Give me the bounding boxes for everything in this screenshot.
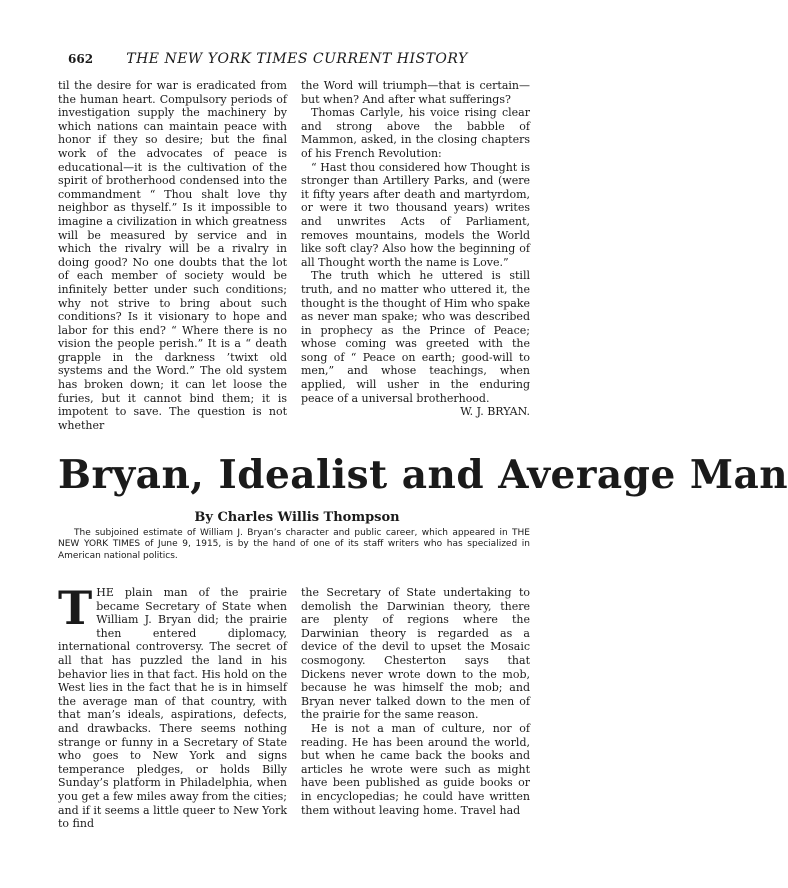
carlyle-quote: “ Hast thou considered how Thought is stronger than Artillery Parks, and (were it fifty years after death and martyrdom, or were it two thousand years) writes and unwrites Acts of Parliament, removes mountains, models the World like soft clay? Also how the beginning of all Thought worth the name is Love.” (301, 160, 530, 269)
top-article-paragraph: the Word will triumph—that is certain—but when? And after what sufferings? (301, 79, 530, 106)
running-title: THE NEW YORK TIMES CURRENT HISTORY (126, 51, 468, 67)
top-article-paragraph: Thomas Carlyle, his voice rising clear and strong above the babble of Mammon, asked, in the closing chapters of his French Revolution: (301, 106, 530, 160)
page-header (58, 50, 536, 70)
top-article-right-column (301, 79, 530, 419)
article-byline: By Charles Willis Thompson (194, 510, 400, 525)
top-article-closing-text: The truth which he uttered is still truth, and no matter who uttered it, the thought is the thought of Him who spake as never man spake; who was described in prophecy as the Prince of Peace; whose coming was greeted with the song of “ Peace on earth; good-will to men,” and whose teachings, when applied, will usher in the enduring peace of a universal brotherhood. (301, 269, 530, 405)
article-left-column (58, 581, 287, 831)
page-number: 662 (68, 52, 94, 66)
article-opening-paragraph (58, 581, 287, 831)
drop-cap: T (58, 581, 93, 635)
top-article-left-text: til the desire for war is eradicated from the human heart. Compulsory periods of investigation supply the machinery by which nations can maintain peace with honor if they so desire; but the final work of the advocates of peace is educational—it is the cultivation of the spirit of brotherhood condensed into the commandment “ Thou shalt love thy neighbor as thyself.” Is it impossible to imagine a civilization in which greatness will be measured by service and in which the rivalry will be a rivalry in doing good? No one doubts that the lot of each member of society would be infinitely better under such conditions; why not strive to bring about such conditions? Is it visionary to hope and labor for this end? “ Where there is no vision the people perish.” It is a “ death grapple in the darkness ’twixt old systems and the Word.” The old system has broken down; it can let loose the furies, but it cannot bind them; it is impotent to save. The question is not whether (58, 79, 287, 432)
top-article-paragraph (301, 269, 530, 419)
article-paragraph: He is not a man of culture, nor of reading. He has been around the world, but when he came back the books and articles he wrote were such as might have been published as guide books or in encyclopedias; he could have written them without leaving home. Travel had (301, 721, 530, 817)
article-right-column (301, 586, 530, 817)
top-article-left-column (58, 79, 287, 432)
article-intro: The subjoined estimate of William J. Bryan’s character and public career, which appeared in THE NEW YORK TIMES of June 9, 1915, is by the hand of one of its staff writers who has specialized in American national politics. (58, 528, 530, 561)
signature: W. J. BRYAN. (460, 405, 530, 419)
article-paragraph: the Secretary of State undertaking to demolish the Darwinian theory, there are plenty of regions where the Darwinian theory is regarded as a device of the devil to upset the Mosaic cosmogony. Chesterton says that Dickens never wrote down to the mob, because he was himself the mob; and Bryan never talked down to the men of the prairie for the same reason. (301, 586, 530, 722)
article-title: Bryan, Idealist and Average Man (58, 452, 788, 498)
article-left-text: HE plain man of the prairie became Secretary of State when William J. Bryan did; the prairie then entered diplomacy, international controversy. The secret of all that has puzzled the land in his behavior lies in that fact. His hold on the West lies in the fact that he is in himself the average man of that country, with that man’s ideals, aspirations, defects, and drawbacks. There seems nothing strange or funny in a Secretary of State who goes to New York and signs temperance pledges, or holds Billy Sunday’s platform in Philadelphia, when you get a few miles away from the cities; and if it seems a little queer to New York to find (58, 586, 287, 831)
